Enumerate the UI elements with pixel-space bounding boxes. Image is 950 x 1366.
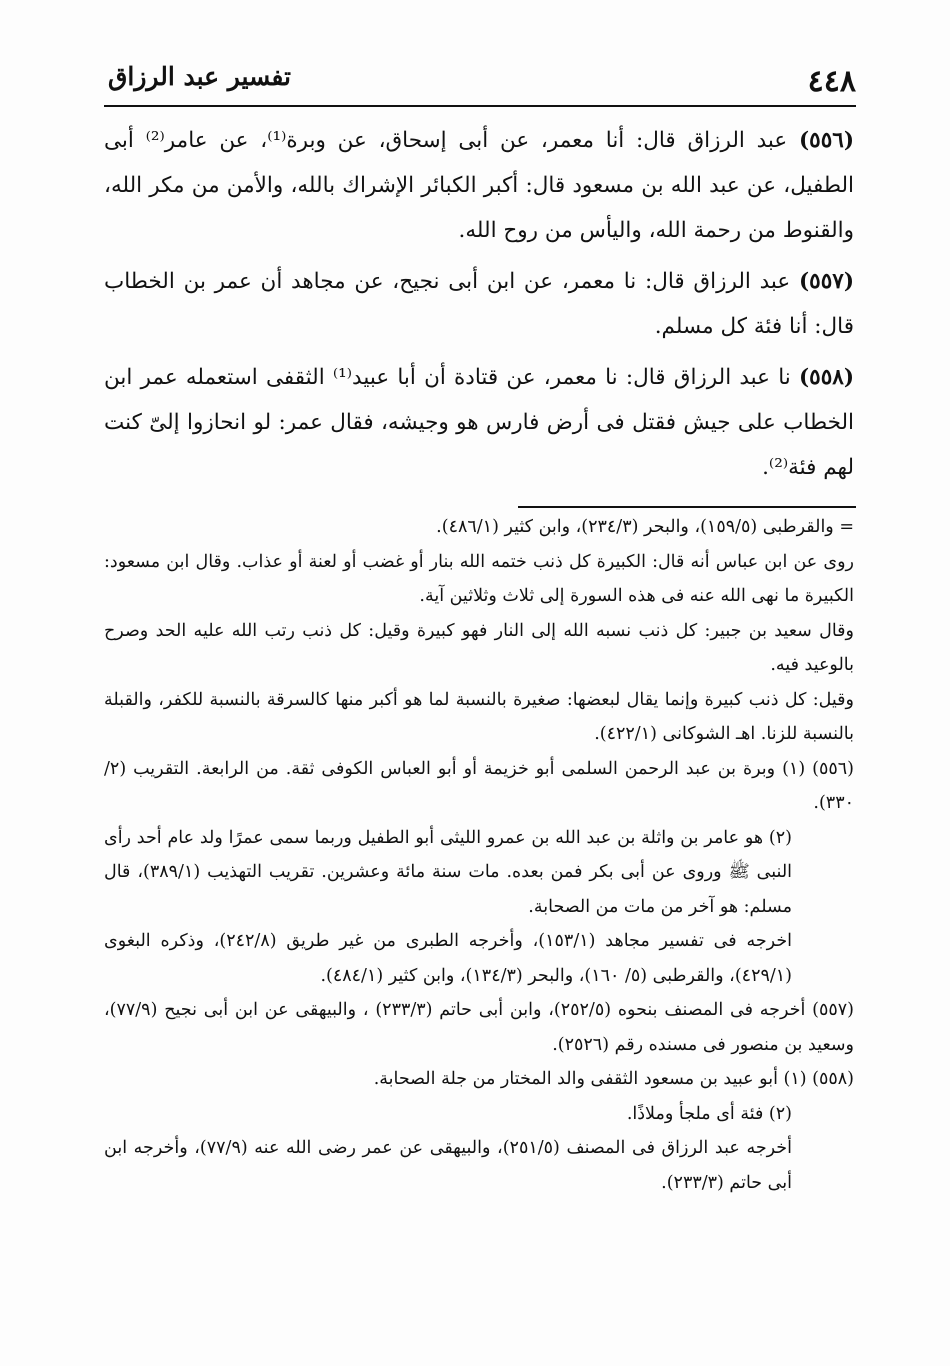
footnote-line: وقيل: كل ذنب كبيرة وإنما يقال لبعضها: صغيرة بالنسبة لما هو أكبر منها كالسرقة بالنسبة للكفر، والقبلة بالنسبة للزنا. اهـ الشوكانى (٤٢٢/١). <box>104 689 854 744</box>
footnote-line: روى عن ابن عباس أنه قال: الكبيرة كل ذنب ختمه الله بنار أو غضب أو لعنة أو عذاب. وقال ابن مسعود: الكبيرة ما نهى الله عنه فى هذه السورة إلى ثلاث وثلاثين آية. <box>104 551 854 606</box>
paragraph-text: عبد الرزاق قال: نا معمر، عن ابن أبى نجيح، عن مجاهد أن عمر بن الخطاب قال: أنا فئة كل مسلم. <box>104 269 854 339</box>
hadith-number: (٥٥٧) <box>798 269 854 294</box>
paragraph-557 <box>104 259 854 349</box>
paragraph-556 <box>104 118 854 253</box>
hadith-number: (٥٥٦) <box>798 128 855 153</box>
footnote-556-1: (٥٥٦) (١) وبرة بن عبد الرحمن السلمى أبو خزيمة أو أبو العباس الكوفى ثقة. من الرابعة. التقريب (٢/ ٣٣٠). <box>104 758 854 813</box>
header-rule <box>104 105 856 107</box>
page-number: ٤٤٨ <box>807 64 856 99</box>
paragraph-text: نا عبد الرزاق قال: نا معمر، عن قتادة أن أبا عبيد⁽¹⁾ الثقفى استعمله عمر ابن الخطاب على جيش فقتل فى أرض فارس هو وجيشه، فقال عمر: لو انحازوا إلىّ كنت لهم فئة⁽²⁾. <box>104 365 854 480</box>
paragraph-558 <box>104 355 854 490</box>
main-text <box>104 118 854 496</box>
hadith-number: (٥٥٨) <box>798 365 854 390</box>
footnote-557: (٥٥٧) أخرجه فى المصنف بنحوه (٢٥٢/٥)، وابن أبى حاتم (٢٣٣/٣) ، والبيهقى عن ابن أبى نجيح (٧٧/٩)، وسعيد بن منصور فى مسنده رقم (٢٥٢٦). <box>104 1000 854 1055</box>
footnote-separator <box>518 506 856 508</box>
running-title: تفسير عبد الرزاق <box>108 62 292 91</box>
paragraph-text: عبد الرزاق قال: أنا معمر، عن أبى إسحاق، عن وبرة⁽¹⁾، عن عامر⁽²⁾ أبى الطفيل، عن عبد الله بن مسعود قال: أكبر الكبائر الإشراك بالله، والأمن من مكر الله، والقنوط من رحمة الله، واليأس من روح الله. <box>104 128 854 243</box>
footnote-556-2: (٢) هو عامر بن واثلة بن عبد الله بن عمرو الليثى أبو الطفيل وربما سمى عمرًا ولد عام أحد رأى النبى ﷺ وروى عن أبى بكر فمن بعده. مات سنة مائة وعشرين. تقريب التهذيب (٣٨٩/١)، قال مسلم: هو آخر من مات من الصحابة. <box>104 827 793 917</box>
footnote-558-source: أخرجه عبد الرزاق فى المصنف (٢٥١/٥)، والبيهقى عن عمر رضى الله عنه (٧٧/٩)، وأخرجه ابن أبى حاتم (٢٣٣/٣). <box>104 1138 792 1193</box>
footnote-556-source: اخرجه فى تفسير مجاهد (١٥٣/١)، وأخرجه الطبرى من غير طريق (٢٤٢/٨)، وذكره البغوى (٤٢٩/١)، والقرطبى (٥/ ١٦٠)، والبحر (١٣٤/٣)، وابن كثير (٤٨٤/١). <box>104 931 793 986</box>
footnote-line: وقال سعيد بن جبير: كل ذنب نسبه الله إلى النار فهو كبيرة وقيل: كل ذنب رتب الله عليه الحد وصرح بالوعيد فيه. <box>104 620 854 675</box>
footnote-line: = والقرطبى (١٥٩/٥)، والبحر (٢٣٤/٣)، وابن كثير (٤٨٦/١). <box>436 517 854 537</box>
footnote-558-2: (٢) فئة أى ملجأ وملاذًا. <box>626 1103 792 1124</box>
footnote-558-1: (٥٥٨) (١) أبو عبيد بن مسعود الثقفى والد المختار من جلة الصحابة. <box>373 1069 854 1089</box>
footnotes <box>104 510 854 1200</box>
